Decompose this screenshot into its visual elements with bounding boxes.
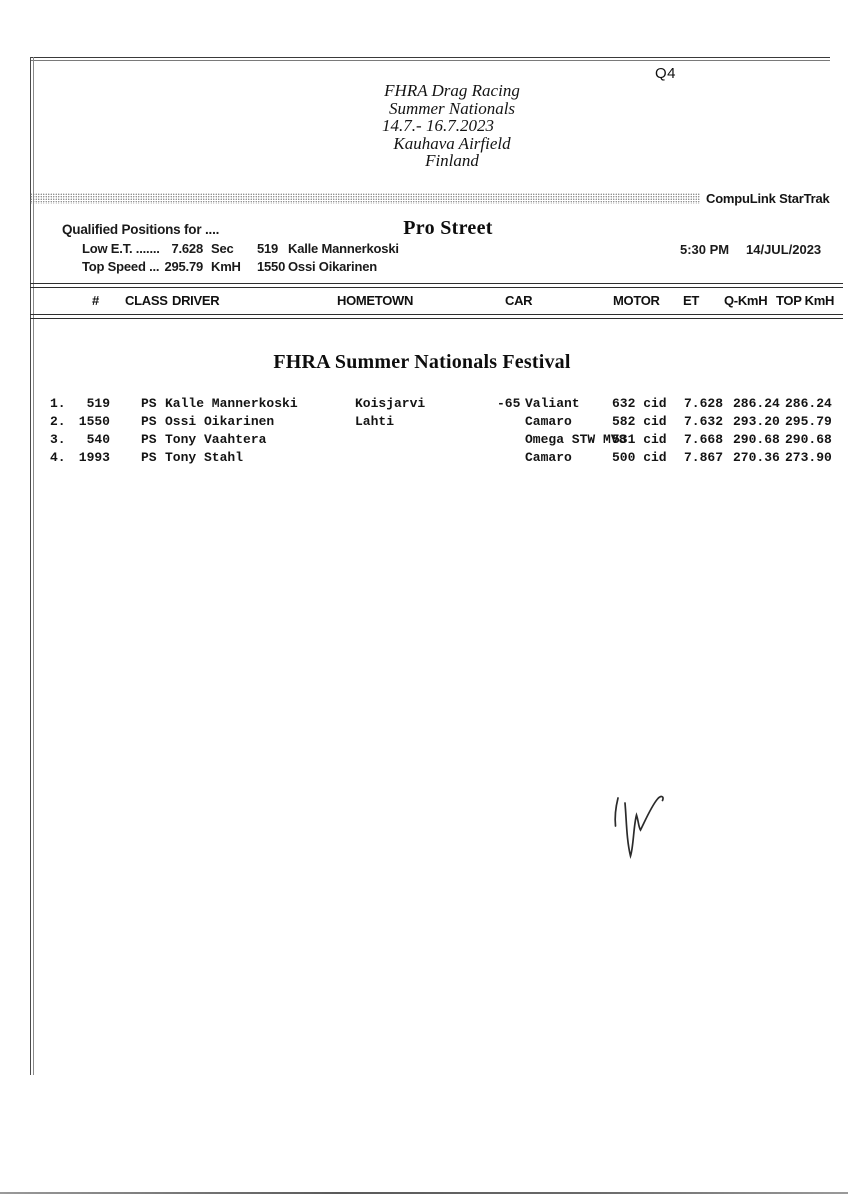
low-et-value: 7.628 bbox=[171, 241, 203, 256]
table-row bbox=[0, 450, 848, 468]
cell-hometown: Koisjarvi bbox=[355, 396, 426, 411]
print-time: 5:30 PM bbox=[680, 242, 730, 257]
column-header-hometown: HOMETOWN bbox=[337, 293, 414, 308]
cell-position: 3. bbox=[50, 432, 66, 447]
table-header-rule-bottom bbox=[30, 314, 843, 319]
cell-motor: 500 cid bbox=[612, 450, 667, 465]
cell-car: Camaro bbox=[525, 414, 572, 429]
table-row bbox=[0, 396, 848, 414]
festival-title: FHRA Summer Nationals Festival bbox=[273, 351, 571, 373]
event-header-line: Summer Nationals bbox=[388, 98, 516, 118]
cell-position: 2. bbox=[50, 414, 66, 429]
cell-class: PS bbox=[141, 396, 157, 411]
cell-position: 1. bbox=[50, 396, 66, 411]
column-header-motor: MOTOR bbox=[613, 293, 660, 308]
low-et-unit: Sec bbox=[211, 241, 234, 256]
cell-et: 7.632 bbox=[684, 414, 724, 429]
class-title: Pro Street bbox=[403, 217, 493, 239]
cell-q-kmh: 270.36 bbox=[733, 450, 780, 465]
column-header-position: # bbox=[92, 293, 99, 308]
cell-hometown: Lahti bbox=[355, 414, 395, 429]
cell-driver: Tony Vaahtera bbox=[165, 432, 267, 447]
event-header-line: Finland bbox=[425, 151, 479, 170]
cell-class: PS bbox=[141, 414, 157, 429]
top-speed-value: 295.79 bbox=[164, 259, 203, 274]
cell-class: PS bbox=[141, 450, 157, 465]
cell-top-kmh: 295.79 bbox=[785, 414, 832, 429]
column-header-et: ET bbox=[683, 293, 700, 308]
low-et-driver: Kalle Mannerkoski bbox=[288, 241, 399, 256]
cell-et: 7.867 bbox=[684, 450, 724, 465]
cell-car-year: -65 bbox=[497, 396, 521, 411]
column-header-driver: DRIVER bbox=[172, 293, 220, 308]
event-header bbox=[302, 82, 602, 170]
cell-driver: Ossi Oikarinen bbox=[165, 414, 275, 429]
scan-edge-bottom bbox=[0, 1192, 848, 1194]
cell-driver: Tony Stahl bbox=[165, 450, 244, 465]
column-header-class: CLASS bbox=[125, 293, 168, 308]
qualified-positions-label: Qualified Positions for .... bbox=[62, 222, 220, 237]
top-speed-driver: Ossi Oikarinen bbox=[288, 259, 377, 274]
event-header-line: Kauhava Airfield bbox=[393, 133, 511, 153]
page-border-top bbox=[30, 57, 830, 61]
cell-car: Omega STW MV8 bbox=[525, 432, 627, 447]
cell-driver: Kalle Mannerkoski bbox=[165, 396, 298, 411]
top-speed-car-number: 1550 bbox=[257, 259, 286, 274]
cell-car-number: 1993 bbox=[78, 450, 110, 465]
table-row bbox=[0, 432, 848, 450]
timing-system-brand: CompuLink StarTrak bbox=[706, 191, 830, 206]
top-speed-label: Top Speed ... bbox=[82, 259, 160, 274]
cell-car: Valiant bbox=[525, 396, 580, 411]
table-header-rule-top bbox=[30, 283, 843, 288]
cell-car: Camaro bbox=[525, 450, 572, 465]
cell-motor: 632 cid bbox=[612, 396, 667, 411]
top-speed-unit: KmH bbox=[211, 259, 241, 274]
cell-top-kmh: 273.90 bbox=[785, 450, 832, 465]
column-header-car: CAR bbox=[505, 293, 533, 308]
cell-top-kmh: 290.68 bbox=[785, 432, 832, 447]
column-header-q-kmh: Q-KmH bbox=[724, 293, 768, 308]
cell-class: PS bbox=[141, 432, 157, 447]
cell-top-kmh: 286.24 bbox=[785, 396, 832, 411]
cell-q-kmh: 286.24 bbox=[733, 396, 780, 411]
cell-car-number: 540 bbox=[86, 432, 110, 447]
cell-motor: 531 cid bbox=[612, 432, 667, 447]
cell-q-kmh: 290.68 bbox=[733, 432, 780, 447]
cell-et: 7.628 bbox=[684, 396, 724, 411]
cell-motor: 582 cid bbox=[612, 414, 667, 429]
separator-dotted-band bbox=[30, 193, 700, 204]
low-et-car-number: 519 bbox=[257, 241, 279, 256]
event-header-line: 14.7.- 16.7.2023 bbox=[382, 116, 494, 135]
session-label: Q4 bbox=[655, 65, 677, 82]
cell-et: 7.668 bbox=[684, 432, 724, 447]
low-et-label: Low E.T. ....... bbox=[82, 241, 160, 256]
cell-position: 4. bbox=[50, 450, 66, 465]
cell-car-number: 519 bbox=[86, 396, 110, 411]
handwritten-signature-mark bbox=[588, 778, 688, 883]
cell-q-kmh: 293.20 bbox=[733, 414, 780, 429]
cell-car-number: 1550 bbox=[78, 414, 110, 429]
print-date: 14/JUL/2023 bbox=[746, 242, 822, 257]
column-header-top-kmh: TOP KmH bbox=[776, 293, 835, 308]
table-row bbox=[0, 414, 848, 432]
event-header-line: FHRA Drag Racing bbox=[384, 81, 520, 100]
